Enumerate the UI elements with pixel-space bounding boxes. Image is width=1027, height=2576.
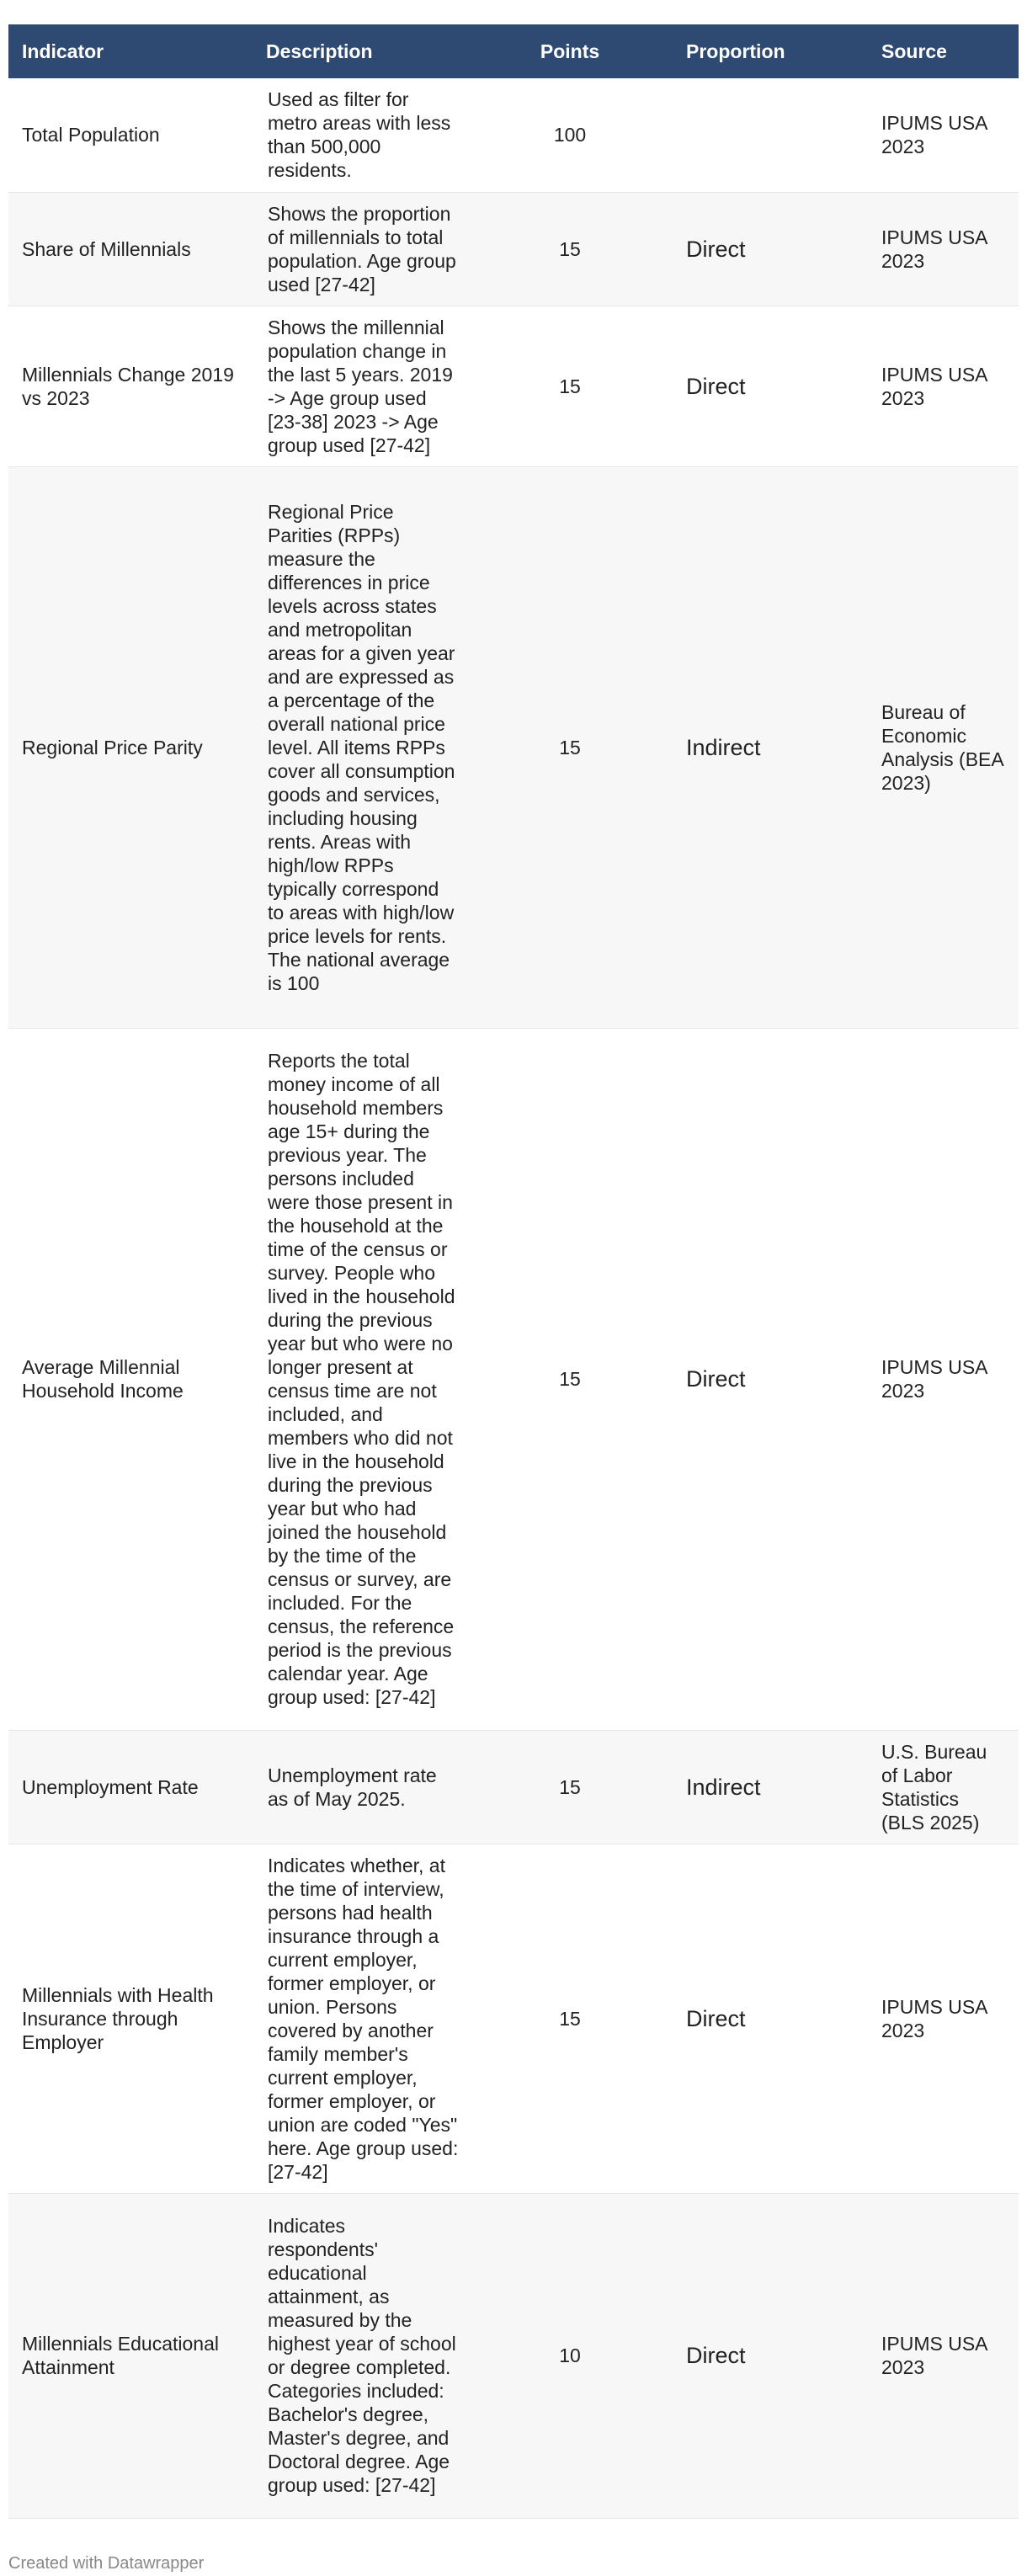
table-body [8,78,1019,2518]
cell-proportion: Indirect [673,1730,868,1844]
cell-indicator: Millennials Change 2019 vs 2023 [8,306,253,466]
cell-description: Used as filter for metro areas with less than 500,000 residents. [253,78,467,192]
data-table-container [8,24,1019,2519]
cell-source: IPUMS USA 2023 [868,192,1019,306]
cell-description: Shows the proportion of millennials to total population. Age group used [27-42] [253,192,467,306]
cell-proportion [673,78,868,192]
cell-indicator: Unemployment Rate [8,1730,253,1844]
cell-source: Bureau of Economic Analysis (BEA 2023) [868,466,1019,1028]
table-header [8,24,1019,78]
cell-indicator: Share of Millennials [8,192,253,306]
cell-points: 10 [467,2193,673,2518]
cell-source: IPUMS USA 2023 [868,1844,1019,2193]
cell-points: 15 [467,1844,673,2193]
cell-description: Indicates respondents' educational attainment, as measured by the highest year of school or degree completed. Categories included: Bachelor's degree, Master's degree, and Doctoral degree. Age group used: [27-42] [253,2193,467,2518]
table-row [8,306,1019,466]
table-row [8,1028,1019,1730]
cell-description: Indicates whether, at the time of interview, persons had health insurance through a current employer, former employer, or union. Persons covered by another family member's current employer, former employer, or union are coded "Yes" here. Age group used: [27-42] [253,1844,467,2193]
cell-source: IPUMS USA 2023 [868,1028,1019,1730]
table-row [8,2193,1019,2518]
table-row [8,1730,1019,1844]
header-indicator[interactable]: Indicator [22,40,104,62]
cell-indicator: Millennials with Health Insurance through Employer [8,1844,253,2193]
cell-points: 15 [467,192,673,306]
cell-proportion: Direct [673,192,868,306]
cell-proportion: Direct [673,306,868,466]
header-description[interactable]: Description [266,40,373,62]
table-row [8,1844,1019,2193]
header-source[interactable]: Source [881,40,947,62]
cell-source: IPUMS USA 2023 [868,78,1019,192]
cell-proportion: Direct [673,2193,868,2518]
cell-points: 15 [467,1028,673,1730]
cell-points: 15 [467,1730,673,1844]
indicators-table [8,24,1019,2519]
header-proportion[interactable]: Proportion [686,40,785,62]
cell-source: U.S. Bureau of Labor Statistics (BLS 2025) [868,1730,1019,1844]
cell-points: 15 [467,466,673,1028]
cell-points: 15 [467,306,673,466]
cell-source: IPUMS USA 2023 [868,2193,1019,2518]
table-row [8,192,1019,306]
cell-indicator: Average Millennial Household Income [8,1028,253,1730]
cell-indicator: Total Population [8,78,253,192]
cell-points: 100 [467,78,673,192]
cell-description: Regional Price Parities (RPPs) measure the differences in price levels across states and metropolitan areas for a given year and are expressed as a percentage of the overall national price level. All items RPPs cover all consumption goods and services, including housing rents. Areas with high/low RPPs typically correspond to areas with high/low price levels for rents. The national average is 100 [253,466,467,1028]
cell-proportion: Indirect [673,466,868,1028]
cell-description: Unemployment rate as of May 2025. [253,1730,467,1844]
table-row [8,466,1019,1028]
cell-description: Shows the millennial population change in the last 5 years. 2019 -> Age group used [23-38] 2023 -> Age group used [27-42] [253,306,467,466]
header-row [8,24,1019,78]
header-points[interactable]: Points [540,40,600,62]
table-row [8,78,1019,192]
cell-indicator: Regional Price Parity [8,466,253,1028]
datawrapper-credit[interactable]: Created with Datawrapper [8,2554,205,2573]
cell-indicator: Millennials Educational Attainment [8,2193,253,2518]
cell-description: Reports the total money income of all household members age 15+ during the previous year. The persons included were those present in the household at the time of the census or survey. People who lived in the household during the previous year but who were no longer present at census time are not included, and members who did not live in the household during the previous year but who had joined the household by the time of the census or survey, are included. For the census, the reference period is the previous calendar year. Age group used: [27-42] [253,1028,467,1730]
cell-proportion: Direct [673,1028,868,1730]
cell-proportion: Direct [673,1844,868,2193]
cell-source: IPUMS USA 2023 [868,306,1019,466]
